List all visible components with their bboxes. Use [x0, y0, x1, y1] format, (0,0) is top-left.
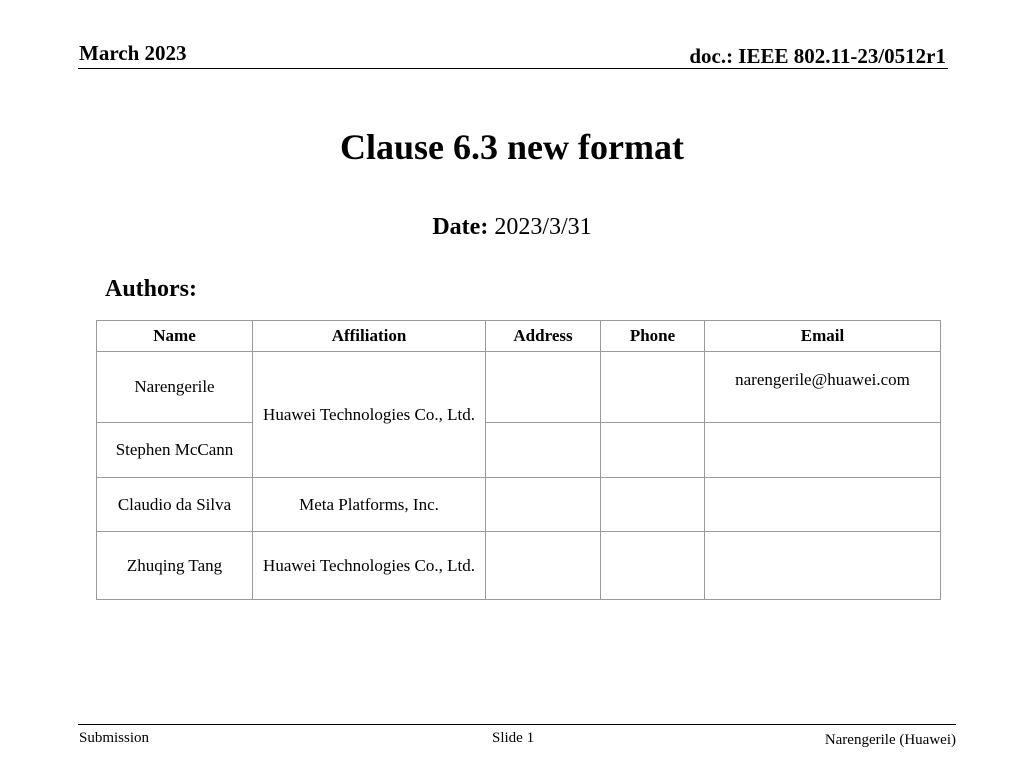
table-row: [97, 423, 941, 478]
author-affiliation: Huawei Technologies Co., Ltd.: [253, 532, 486, 600]
author-email: [705, 423, 941, 478]
author-address: [486, 423, 601, 478]
table-row: [97, 352, 941, 423]
author-phone: [601, 423, 705, 478]
author-email: [705, 532, 941, 600]
author-email: [705, 478, 941, 532]
author-phone: [601, 352, 705, 423]
footer-divider: [78, 724, 956, 725]
slide-title: Clause 6.3 new format: [340, 127, 684, 167]
date-line: [0, 212, 1024, 242]
author-address: [486, 352, 601, 423]
date-label: Date:: [432, 214, 489, 240]
column-header-phone: Phone: [601, 321, 705, 352]
footer-submission: Submission: [79, 730, 150, 746]
header-date: March 2023: [79, 41, 187, 65]
author-affiliation: Meta Platforms, Inc.: [253, 478, 486, 532]
author-affiliation: Huawei Technologies Co., Ltd.: [253, 352, 486, 478]
author-address: [486, 478, 601, 532]
author-name: Claudio da Silva: [97, 478, 253, 532]
authors-heading: Authors:: [105, 276, 198, 302]
author-name: Narengerile: [97, 352, 253, 423]
table-row: [97, 478, 941, 532]
authors-table: [96, 320, 941, 600]
table-header-row: [97, 321, 941, 352]
author-name: Zhuqing Tang: [97, 532, 253, 600]
footer-slide-number: Slide 1: [492, 730, 535, 746]
header-divider: [78, 68, 948, 69]
author-name: Stephen McCann: [97, 423, 253, 478]
column-header-name: Name: [97, 321, 253, 352]
column-header-affiliation: Affiliation: [253, 321, 486, 352]
column-header-email: Email: [705, 321, 941, 352]
author-address: [486, 532, 601, 600]
column-header-address: Address: [486, 321, 601, 352]
footer-author: Narengerile (Huawei): [824, 732, 956, 748]
header-doc-id: doc.: IEEE 802.11-23/0512r1: [689, 44, 946, 68]
table-row: [97, 532, 941, 600]
author-phone: [601, 478, 705, 532]
date-value: 2023/3/31: [494, 214, 592, 240]
author-phone: [601, 532, 705, 600]
author-email: narengerile@huawei.com: [705, 352, 941, 423]
